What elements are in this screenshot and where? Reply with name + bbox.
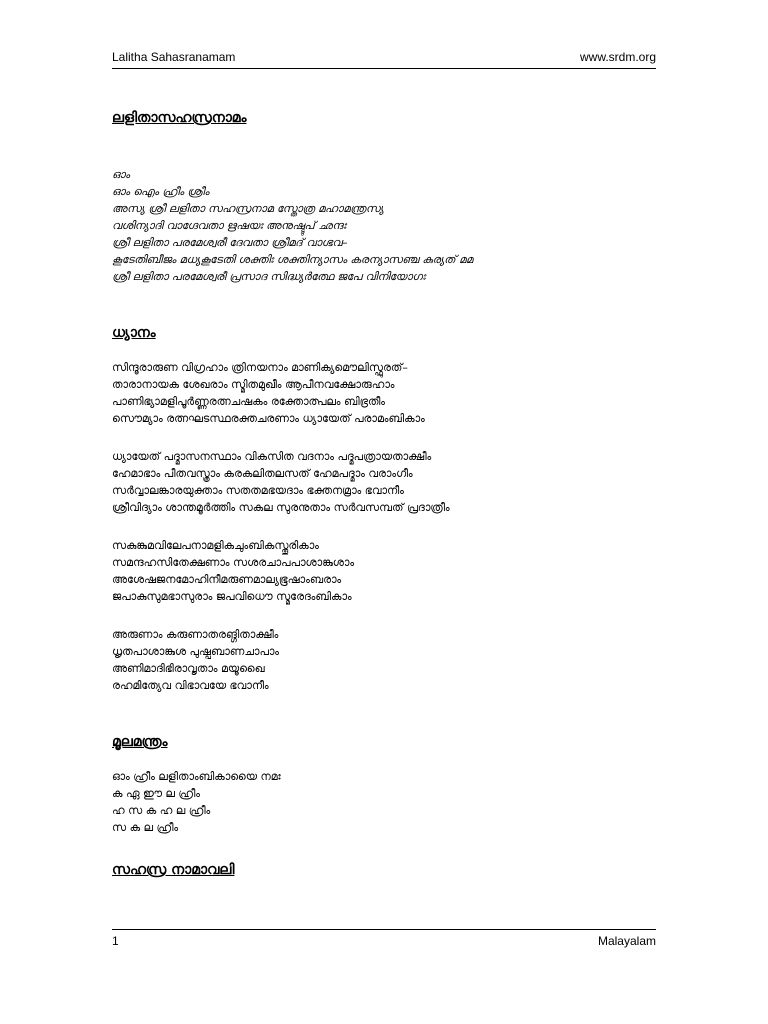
- moolamantram-lines: [112, 768, 672, 836]
- verse-line: ജപാകുസുമഭാസുരാം ജപവിധൌ സ്മരേദംബികാം: [112, 590, 352, 603]
- verse-line: സിന്ദൂരാരുണ വിഗ്രഹാം ത്രിനയനാം മാണിക്യമൌലിസ്ഫുരത്–: [112, 361, 408, 374]
- dhyanam-stanza-2: [112, 448, 672, 516]
- mantra-line: ഹ സ ക ഹ ല ഹ്രീം: [112, 804, 211, 817]
- dhyanam-stanza-1: [112, 359, 672, 427]
- mantra-line: ഓം ഹ്രീം ലളിതാംബികായൈ നമഃ: [112, 770, 281, 783]
- verse-line: അശേഷജനമോഹിനീമരുണമാല്യഭൂഷാംബരാം: [112, 573, 342, 586]
- mantra-line: സ ക ല ഹ്രീം: [112, 821, 179, 834]
- verse-line: സകുങ്കുമവിലേപനാമളികചുംബികസ്തൂരികാം: [112, 539, 319, 552]
- page-content: [112, 108, 672, 880]
- moolamantram-title: മൂലമന്ത്രം: [112, 734, 168, 750]
- verse-line: ഹേമാഭാം പീതവസ്ത്രാം കരകലിതലസത് ഹേമപദ്മാം വരാംഗീം: [112, 467, 413, 480]
- dhyanam-stanza-3: [112, 537, 672, 605]
- intro-line: ഓം ഐം ഹ്രീം ശ്രീം: [112, 185, 210, 198]
- intro-line: അസ്യ ശ്രീ ലളിതാ സഹസ്രനാമ സ്തോത്ര മഹാമന്ത്രസ്യ: [112, 202, 384, 215]
- verse-line: അണിമാദിഭിരാവൃതാം മയൂഖൈ: [112, 662, 265, 675]
- page-header: [112, 50, 656, 69]
- verse-line: സമന്ദഹസിതേക്ഷണാം സശരചാപപാശാങ്കുശാം: [112, 556, 355, 569]
- dhyanam-stanza-4: [112, 626, 672, 694]
- intro-line: ശ്രീ ലളിതാ പരമേശ്വരീ ദേവതാ ശ്രീമദ് വാഗ്ഭവ–: [112, 236, 348, 249]
- page-number: 1: [112, 934, 119, 948]
- verse-line: ധ്യായേത് പദ്മാസനസ്ഥാം വികസിത വദനാം പദ്മപത്രായതാക്ഷീം: [112, 450, 432, 463]
- verse-line: സൌമ്യാം രത്നഘടസ്ഥരക്തചരണാം ധ്യായേത് പരാമംബികാം: [112, 412, 425, 425]
- intro-lines: [112, 166, 672, 285]
- header-title: Lalitha Sahasranamam: [112, 50, 236, 64]
- verse-line: അരുണാം കരുണാതരങ്ഗിതാക്ഷീം: [112, 628, 279, 641]
- intro-line: ശ്രീ ലളിതാ പരമേശ്വരീ പ്രസാദ സിദ്ധ്യർത്ഥേ ജപേ വിനിയോഗഃ: [112, 270, 426, 283]
- verse-line: താരാനായക ശേഖരാം സ്മിതമുഖീം ആപീനവക്ഷോരുഹാം: [112, 378, 395, 391]
- footer-language: Malayalam: [597, 934, 656, 948]
- mantra-line: ക ഏ ഈ ല ഹ്രീം: [112, 787, 201, 800]
- verse-line: ശ്രീവിദ്യാം ശാന്തമൂർത്തിം സകല സുരനുതാം സർവസമ്പത് പ്രദാത്രീം: [112, 501, 450, 514]
- verse-line: ധൃതപാശാങ്കുശ പുഷ്പബാണചാപാം: [112, 645, 280, 658]
- main-title: ലളിതാസഹസ്രനാമം: [112, 110, 247, 126]
- verse-line: പാണിഭ്യാമളിപൂർണ്ണരത്നചഷകം രക്തോത്പലം ബിഭ്രതീം: [112, 395, 386, 408]
- header-website: www.srdm.org: [579, 50, 656, 64]
- verse-line: സർവ്വാലങ്കാരയുക്താം സതതമഭയദാം ഭക്തനമ്രാം ഭവാനീം: [112, 484, 404, 497]
- intro-line: വശിന്യാദി വാഗ്ദേവതാ ഋഷയഃ അനുഷ്ടുപ് ഛന്ദഃ: [112, 219, 347, 232]
- namavali-title: സഹസ്ര നാമാവലി: [112, 862, 235, 878]
- verse-line: രഹമിത്യേവ വിഭാവയേ ഭവാനീം: [112, 679, 269, 692]
- intro-line: ഓം: [112, 168, 130, 181]
- intro-line: കൂടേതിബീജം മധ്യകൂടേതി ശക്തിഃ ശക്തിന്യാസം കരന്യാസഞ്ച കുര്യത് മമ: [112, 253, 473, 266]
- dhyanam-title: ധ്യാനം: [112, 325, 156, 341]
- page-footer: [112, 929, 656, 948]
